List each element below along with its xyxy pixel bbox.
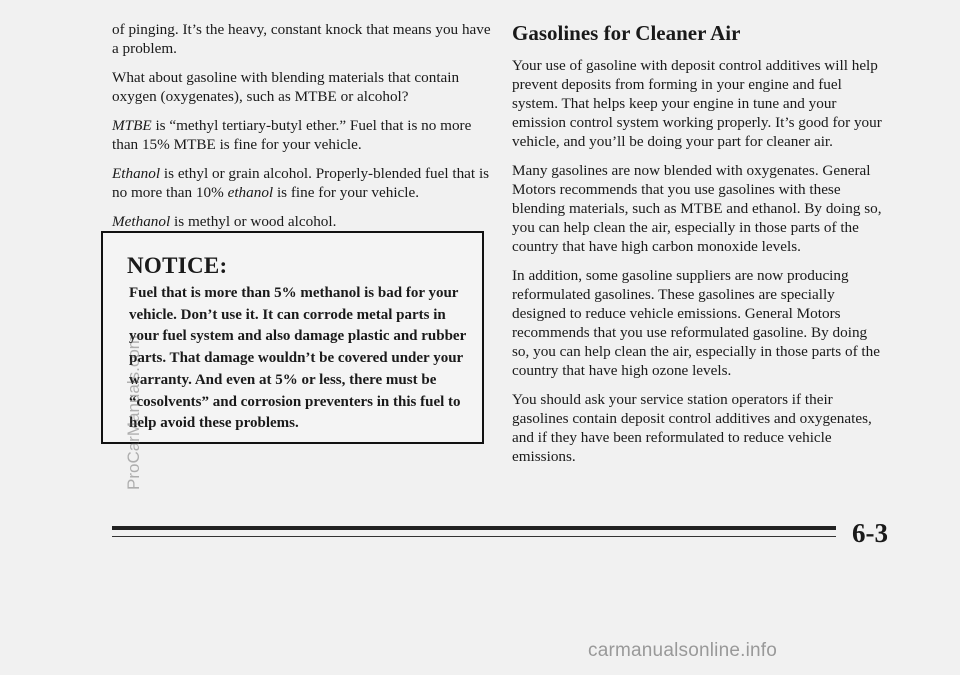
ethanol-term-inline: ethanol bbox=[227, 184, 274, 201]
oxygenates-paragraph: What about gasoline with blending materials that contain oxygen (oxygenates), such as MTBE or alcohol? bbox=[112, 69, 460, 105]
methanol-text: is methyl or wood alcohol. bbox=[170, 213, 337, 230]
footer-rule-thick bbox=[112, 526, 836, 530]
ethanol-term: Ethanol bbox=[112, 165, 161, 182]
site-watermark: carmanualsonline.info bbox=[588, 640, 778, 661]
right-column bbox=[512, 20, 884, 476]
ask-operators-paragraph: You should ask your service station operators if their gasolines contain deposit control additives and oxygenates, and if they have been reformulated to reduce vehicle emissions. bbox=[512, 391, 872, 465]
page-number: 6-3 bbox=[852, 518, 888, 548]
oxygenates-recommendation-paragraph: Many gasolines are now blended with oxygenates. General Motors recommends that you use gasolines with these blending materials, such as MTBE and ethanol. By doing so, you can help clean the air, especially in those parts of the country that have high carbon monoxide levels. bbox=[512, 162, 882, 255]
mtbe-paragraph bbox=[112, 116, 492, 154]
notice-box bbox=[101, 231, 484, 444]
section-heading: Gasolines for Cleaner Air bbox=[512, 21, 741, 45]
left-column bbox=[112, 20, 492, 241]
footer-rule-thin bbox=[112, 536, 836, 537]
ethanol-text-b: is fine for your vehicle. bbox=[273, 184, 420, 201]
vertical-watermark-text: ProCarManuals.com bbox=[124, 335, 143, 490]
deposit-control-paragraph: Your use of gasoline with deposit control additives will help prevent deposits from forming in your engine and fuel system. That helps keep your engine in tune and your emission control system working properly. It’s good for your vehicle, and you’ll be doing your part for cleaner air. bbox=[512, 57, 882, 150]
methanol-paragraph bbox=[112, 212, 492, 231]
pinging-paragraph: of pinging. It’s the heavy, constant knock that means you have a problem. bbox=[112, 21, 491, 57]
reformulated-gasoline-paragraph: In addition, some gasoline suppliers are now producing reformulated gasolines. These gasolines are specially designed to reduce vehicle emissions. General Motors recommends that you use reformulated gasoline. By doing so, you can help clean the air, especially in those parts of the country that have high ozone levels. bbox=[512, 267, 880, 379]
methanol-term: Methanol bbox=[112, 213, 171, 230]
vertical-watermark bbox=[102, 150, 142, 510]
notice-title: NOTICE: bbox=[127, 253, 228, 278]
notice-body: Fuel that is more than 5% methanol is bad for your vehicle. Don’t use it. It can corrode metal parts in your fuel system and also damage plastic and rubber parts. That damage wouldn’t be covered under your warranty. And even at 5% or less, there must be “cosolvents” and corrosion preventers in this fuel to help avoid these problems. bbox=[129, 285, 466, 432]
ethanol-paragraph bbox=[112, 164, 492, 202]
mtbe-term: MTBE bbox=[112, 117, 152, 134]
mtbe-text: is “methyl tertiary-butyl ether.” Fuel that is no more than 15% MTBE is fine for your vehicle. bbox=[112, 117, 472, 153]
ethanol-text-a: is ethyl or grain alcohol. Properly-blended fuel that is no more than 10% bbox=[112, 165, 490, 201]
